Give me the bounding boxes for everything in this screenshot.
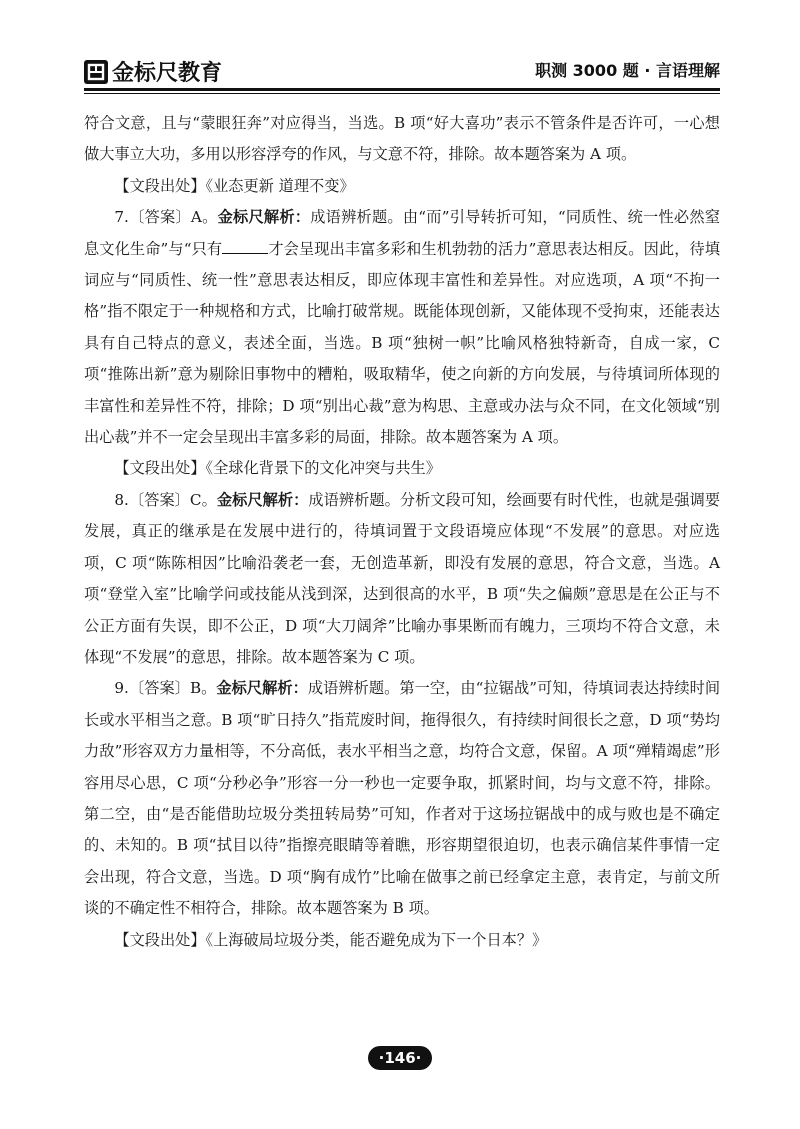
answer-item-9 <box>84 673 720 924</box>
analysis-text: 成语辨析题。由“而”引导转折可知，“同质性、统一性必然窒息文化生命”与“只有 <box>84 208 720 258</box>
book-title: 职测 3000 题 · 言语理解 <box>535 61 720 80</box>
answer-number: 7.〔答案〕A。 <box>114 208 218 227</box>
logo-text: 金标尺教育 <box>112 61 223 86</box>
page-header <box>84 54 720 86</box>
answer-item-7 <box>84 202 720 453</box>
blank-line <box>222 239 268 254</box>
page-content <box>84 108 720 956</box>
brand-logo <box>84 56 222 87</box>
analysis-text: 成语辨析题。分析文段可知，绘画要有时代性，也就是强调要发展，真正的继承是在发展中进行的，待填词置于文段语境应体现“不发展”的意思。对应选项，C 项“陈陈相因”比喻沿袭老一套，无创造革新，即没有发展的意思，符合文意，当选。A 项“登堂入室”比喻学问或技能从浅到深，达到很高的水平，B 项“失之偏颇”意思是在公正与不公正方面有失误，即不公正，D 项“大刀阔斧”比喻办事果断而有魄力，三项均不符合文意，未体现“不发展”的意思，排除。故本题答案为 C 项。 <box>84 490 721 666</box>
logo-icon <box>84 60 108 84</box>
analysis-label: 金标尺解析： <box>217 208 311 227</box>
answer-number: 8.〔答案〕C。 <box>114 490 217 509</box>
analysis-label: 金标尺解析： <box>216 679 308 698</box>
page-number: ·146· <box>368 1046 432 1070</box>
source-citation: 【文段出处】《上海破局垃圾分类，能否避免成为下一个日本？》 <box>114 930 548 949</box>
header-rule-thin <box>84 93 720 94</box>
paragraph: 符合文意，且与“蒙眼狂奔”对应得当，当选。B 项“好大喜功”表示不管条件是否许可，一心想做大事立大功，多用以形容浮夸的作风，与文意不符，排除。故本题答案为 A 项。 <box>84 114 720 164</box>
header-rule <box>84 88 720 91</box>
analysis-text: 成语辨析题。第一空，由“拉锯战”可知，待填词表达持续时间长或水平相当之意。B 项“旷日持久”指荒废时间，拖得很久，有持续时间很长之意，D 项“势均力敌”形容双方力量相等，不分高低，表水平相当之意，均符合文意，保留。A 项“殚精竭虑”形容用尽心思，C 项“分秒必争”形容一分一秒也一定要争取，抓紧时间，均与文意不符，排除。第二空，由“是否能借助垃圾分类扭转局势”可知，作者对于这场拉锯战中的成与败也是不确定的、未知的。B 项“拭目以待”指擦亮眼睛等着瞧，形容期望很迫切，也表示确信某件事情一定会出现，符合文意，当选。D 项“胸有成竹”比喻在做事之前已经拿定主意，表肯定，与前文所谈的不确定性不相符合，排除。故本题答案为 B 项。 <box>84 679 721 918</box>
answer-item-8 <box>84 485 720 673</box>
analysis-label: 金标尺解析： <box>216 490 309 509</box>
source-citation: 【文段出处】《全球化背景下的文化冲突与共生》 <box>114 459 441 478</box>
analysis-text: 才会呈现出丰富多彩和生机勃勃的活力”意思表达相反。因此，待填词应与“同质性、统一性”意思表达相反，即应体现丰富性和差异性。对应选项，A 项“不拘一格”指不限定于一种规格和方式，比喻打破常规。既能体现创新，又能体现不受拘束，还能表达具有自己特点的意义，表述全面，当选。B 项“独树一帜”比喻风格独特新奇，自成一家，C 项“推陈出新”意为剔除旧事物中的糟粕，吸取精华，使之向新的方向发展，与待填词所体现的丰富性和差异性不符，排除；D 项“别出心裁”意为构思、主意或办法与众不同，在文化领域“别出心裁”并不一定会呈现出丰富多彩的局面，排除。故本题答案为 A 项。 <box>84 239 721 447</box>
answer-number: 9.〔答案〕B。 <box>114 679 217 698</box>
source-citation: 【文段出处】《业态更新 道理不变》 <box>114 176 355 195</box>
